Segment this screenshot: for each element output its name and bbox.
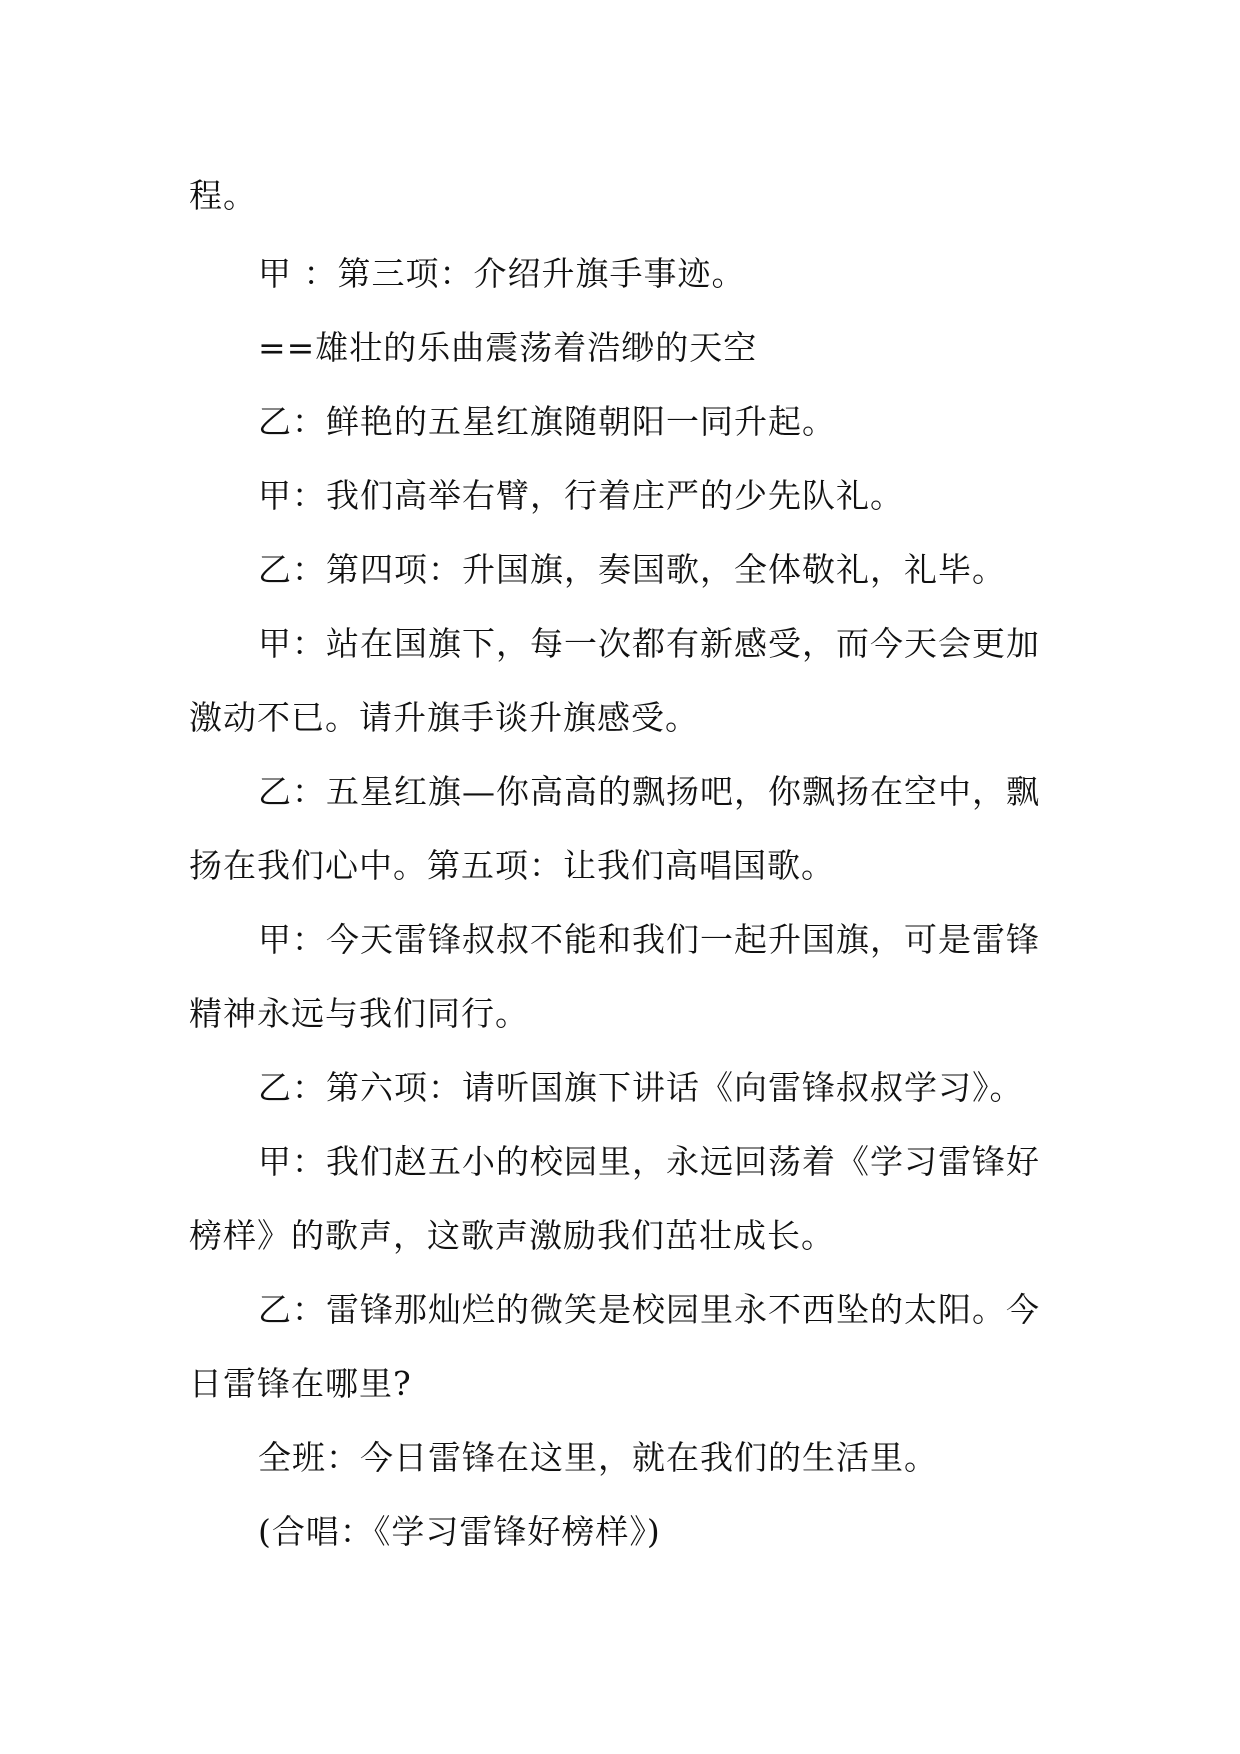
text-line: 精神永远与我们同行。 [189, 994, 529, 1033]
text-line: 甲：我们高举右臂，行着庄严的少先队礼。 [258, 476, 904, 515]
text-line: 甲：今天雷锋叔叔不能和我们一起升国旗，可是雷锋 [258, 920, 1040, 959]
text-line: 乙：雷锋那灿烂的微笑是校园里永不西坠的太阳。今 [258, 1290, 1040, 1329]
text-line: 激动不已。请升旗手谈升旗感受。 [189, 698, 699, 737]
text-line: (合唱：《学习雷锋好榜样》) [258, 1512, 661, 1551]
text-line: 乙：五星红旗—你高高的飘扬吧，你飘扬在空中，飘 [258, 772, 1040, 811]
text-line: 扬在我们心中。第五项：让我们高唱国歌。 [189, 846, 835, 885]
text-line: 榜样》的歌声，这歌声激励我们茁壮成长。 [189, 1216, 835, 1255]
text-line: 乙：第四项：升国旗，奏国歌，全体敬礼，礼毕。 [258, 550, 1006, 589]
text-line: 甲：站在国旗下，每一次都有新感受，而今天会更加 [258, 624, 1040, 663]
text-line: ==雄壮的乐曲震荡着浩缈的天空 [258, 328, 758, 367]
text-line: 日雷锋在哪里? [189, 1364, 412, 1403]
text-line: 乙：鲜艳的五星红旗随朝阳一同升起。 [258, 402, 836, 441]
text-line: 甲 ：第三项：介绍升旗手事迹。 [258, 254, 746, 293]
text-line: 全班：今日雷锋在这里，就在我们的生活里。 [258, 1438, 938, 1477]
text-line: 乙：第六项：请听国旗下讲话《向雷锋叔叔学习》。 [258, 1068, 1024, 1107]
text-line: 甲：我们赵五小的校园里，永远回荡着《学习雷锋好 [258, 1142, 1040, 1181]
text-line: 程。 [189, 176, 257, 215]
